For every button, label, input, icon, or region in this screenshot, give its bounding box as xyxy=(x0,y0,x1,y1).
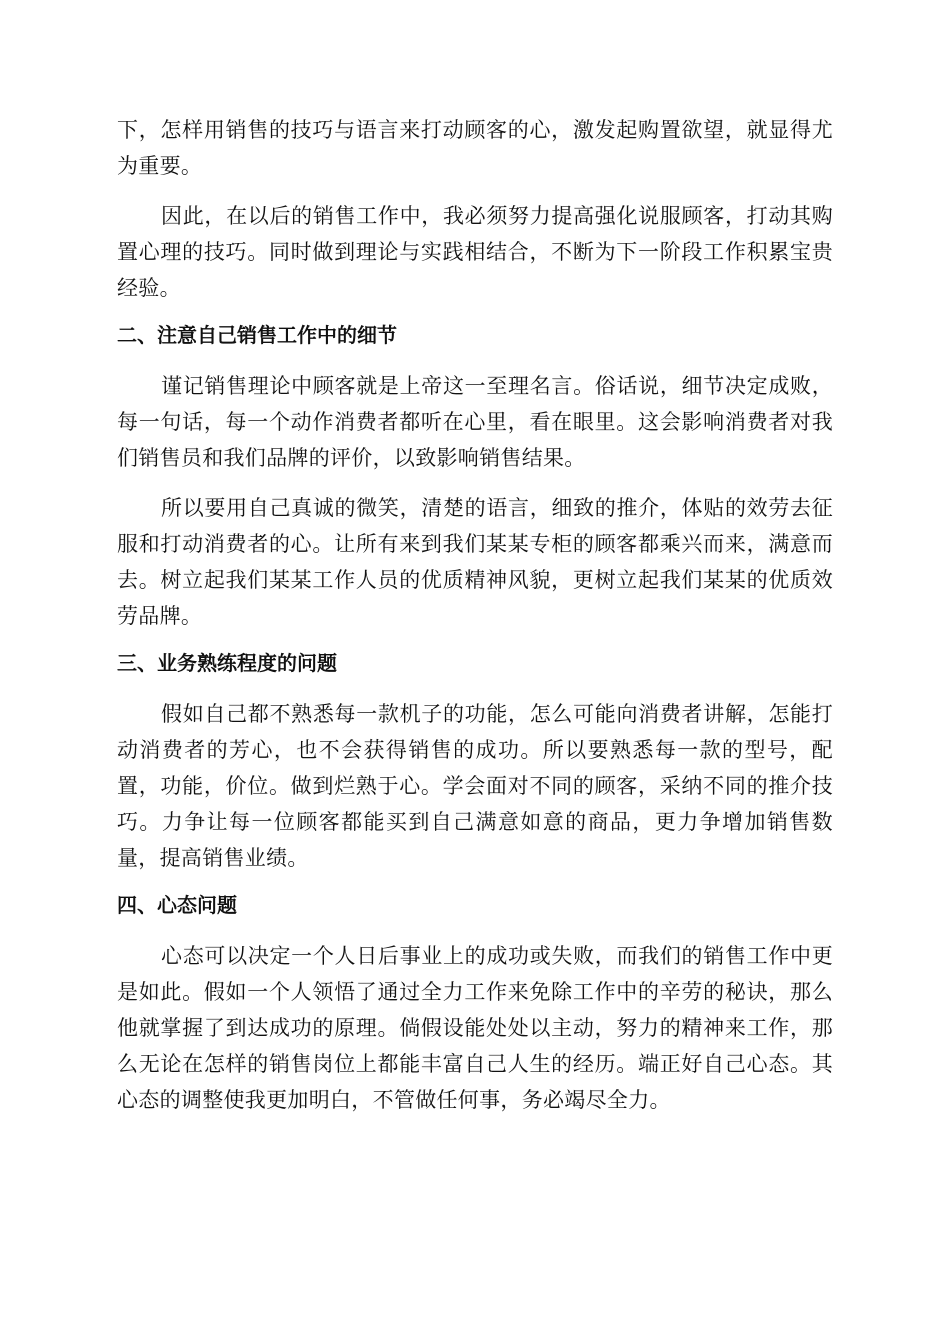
document-body xyxy=(117,112,833,1132)
paragraph-mindset: 心态可以决定一个人日后事业上的成功或失败，而我们的销售工作中更是如此。假如一个人领悟了通过全力工作来免除工作中的辛劳的秘诀，那么他就掌握了到达成功的原理。倘假设能处处以主动，努力的精神来工作，那么无论在怎样的销售岗位上都能丰富自己人生的经历。端正好自己心态。其心态的调整使我更加明白，不管做任何事，务必竭尽全力。 xyxy=(117,944,833,1112)
section-heading-proficiency: 三、业务熟练程度的问题 xyxy=(117,651,337,675)
paragraph-product-knowledge: 假如自己都不熟悉每一款机子的功能，怎么可能向消费者讲解，怎能打动消费者的芳心，也不会获得销售的成功。所以要熟悉每一款的型号，配置，功能，价位。做到烂熟于心。学会面对不同的顾客，采纳不同的推介技巧。力争让每一位顾客都能买到自己满意如意的商品，更力争增加销售数量，提高销售业绩。 xyxy=(117,702,833,870)
paragraph-continuation: 下，怎样用销售的技巧与语言来打动顾客的心，激发起购置欲望，就显得尤为重要。 xyxy=(117,118,833,178)
paragraph-customer-is-god: 谨记销售理论中顾客就是上帝这一至理名言。俗话说，细节决定成败，每一句话，每一个动作消费者都听在心里，看在眼里。这会影响消费者对我们销售员和我们品牌的评价，以致影响销售结果。 xyxy=(117,374,833,470)
paragraph-improve-persuasion: 因此，在以后的销售工作中，我必须努力提高强化说服顾客，打动其购置心理的技巧。同时做到理论与实践相结合，不断为下一阶段工作积累宝贵经验。 xyxy=(117,204,833,300)
section-heading-mindset: 四、心态问题 xyxy=(117,893,237,917)
paragraph-sincere-smile: 所以要用自己真诚的微笑，清楚的语言，细致的推介，体贴的效劳去征服和打动消费者的心。让所有来到我们某某专柜的顾客都乘兴而来，满意而去。树立起我们某某工作人员的优质精神风貌，更树立起我们某某的优质效劳品牌。 xyxy=(117,496,833,628)
section-heading-details: 二、注意自己销售工作中的细节 xyxy=(117,323,397,347)
